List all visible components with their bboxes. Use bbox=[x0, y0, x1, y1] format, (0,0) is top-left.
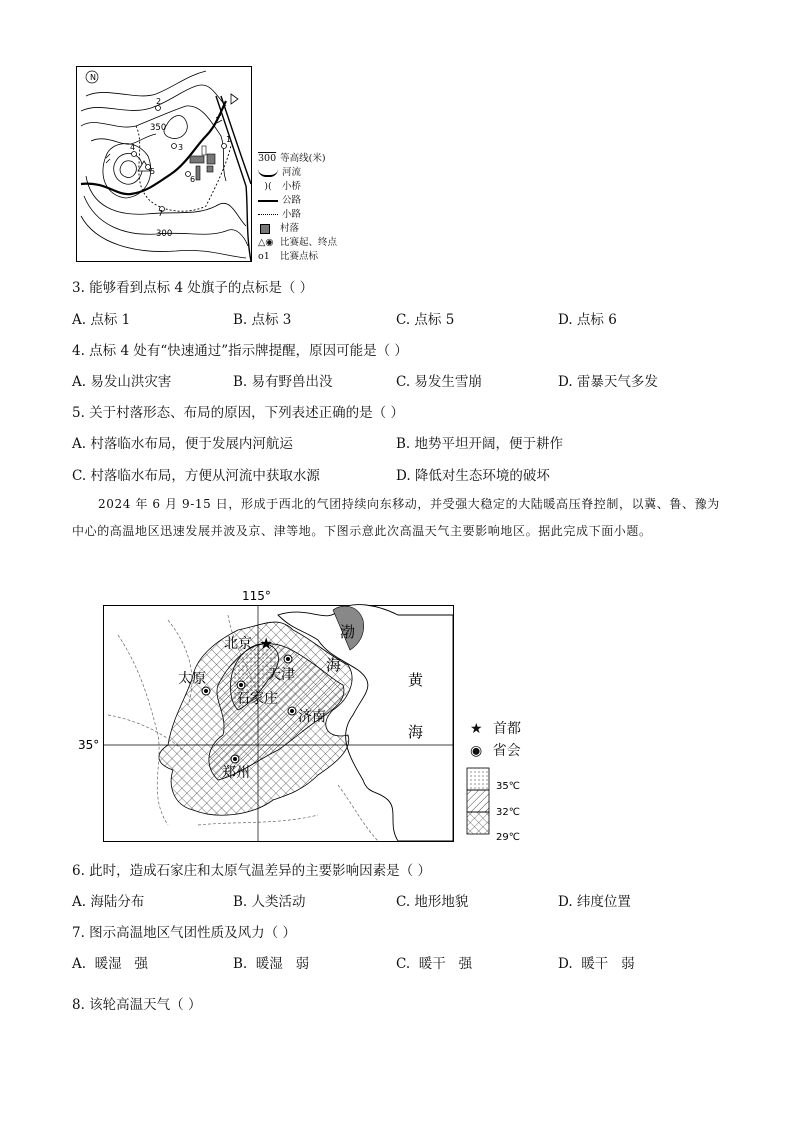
option-d: D. 暖干 弱 bbox=[558, 956, 635, 972]
legend-item-provincial-capital bbox=[470, 740, 521, 760]
city-label-jinan: 济南 bbox=[298, 709, 326, 725]
legend-item bbox=[258, 206, 301, 220]
option-a: A. 易发山洪灾害 bbox=[72, 374, 172, 390]
legend-label: 小桥 bbox=[282, 181, 302, 192]
option-d: D. 雷暴天气多发 bbox=[558, 374, 658, 390]
sea-label: 黄 bbox=[408, 671, 424, 689]
city-label-zhengzhou: 郑州 bbox=[222, 765, 250, 781]
sea-label: 海 bbox=[408, 723, 424, 741]
city-label-taiyuan: 太原 bbox=[178, 671, 206, 687]
legend-label: 等高线(米) bbox=[280, 153, 326, 164]
legend-item bbox=[258, 178, 301, 192]
option-b: B. 人类活动 bbox=[233, 894, 306, 910]
temp-legend-29: 29℃ bbox=[496, 832, 520, 843]
option-b: B. 地势平坦开阔，便于耕作 bbox=[396, 436, 564, 452]
question-stem: 3. 能够看到点标 4 处旗子的点标是（ ） bbox=[72, 280, 314, 296]
point-label: 5 bbox=[150, 167, 156, 176]
river-legend-icon bbox=[258, 169, 278, 177]
legend-item bbox=[258, 150, 326, 164]
legend-label: 比赛点标 bbox=[280, 251, 319, 262]
option-c: C. 村落临水布局，方便从河流中获取水源 bbox=[72, 468, 320, 484]
road-legend-icon bbox=[258, 200, 278, 202]
temp-legend-swatches bbox=[466, 767, 546, 845]
city-label-beijing: 北京 bbox=[224, 636, 252, 652]
longitude-label: 115° bbox=[242, 589, 271, 603]
option-c: C. 地形地貌 bbox=[396, 894, 469, 910]
option-c: C. 点标 5 bbox=[396, 312, 455, 328]
option-a: A. 海陆分布 bbox=[72, 894, 145, 910]
question-stem: 5. 关于村落形态、布局的原因，下列表述正确的是（ ） bbox=[72, 405, 404, 421]
north-arrow-label: N bbox=[90, 73, 96, 82]
provincial-capital-legend-icon: ◉ bbox=[470, 743, 483, 759]
point-label: 4 bbox=[130, 143, 136, 152]
legend-label: 公路 bbox=[282, 195, 302, 206]
legend-label: 小路 bbox=[282, 209, 302, 220]
legend-item bbox=[258, 234, 337, 248]
village-legend-icon bbox=[260, 224, 270, 234]
legend-label: 河流 bbox=[282, 167, 302, 178]
option-a: A. 村落临水布局，便于发展内河航运 bbox=[72, 436, 293, 452]
option-b: B. 点标 3 bbox=[233, 312, 292, 328]
capital-star-icon: ★ bbox=[259, 634, 274, 653]
legend-item bbox=[258, 248, 318, 262]
sea-label: 海 bbox=[326, 656, 342, 674]
point-label: 3 bbox=[178, 143, 184, 152]
control-point-legend-icon: o1 bbox=[258, 251, 270, 262]
legend-label: 首都 bbox=[493, 721, 522, 737]
start-end-legend-icon: △◉ bbox=[258, 237, 274, 248]
bridge-legend-icon: )( bbox=[264, 181, 272, 192]
sea-label: 渤 bbox=[340, 623, 356, 641]
contour-map-figure bbox=[76, 66, 252, 262]
temp-legend-32: 32℃ bbox=[496, 807, 520, 818]
question-stem: 4. 点标 4 处有“快速通过”指示牌提醒，原因可能是（ ） bbox=[72, 343, 408, 359]
trail-legend-icon bbox=[258, 214, 278, 215]
temp-legend bbox=[466, 767, 546, 849]
latitude-label: 35° bbox=[78, 738, 100, 752]
contour-label: 300 bbox=[156, 229, 173, 239]
city-label-shijiazhuang: 石家庄 bbox=[236, 691, 278, 707]
legend-item bbox=[258, 192, 301, 206]
question-stem: 8. 该轮高温天气（ ） bbox=[72, 997, 202, 1013]
option-c: C. 易发生雪崩 bbox=[396, 374, 482, 390]
option-a: A. 点标 1 bbox=[72, 312, 131, 328]
option-c: C. 暖干 强 bbox=[396, 956, 473, 972]
option-d: D. 点标 6 bbox=[558, 312, 617, 328]
contour-legend-key: 300 bbox=[258, 153, 277, 164]
heatwave-map bbox=[78, 585, 458, 847]
point-label: 6 bbox=[190, 175, 196, 184]
capital-legend-icon: ★ bbox=[470, 721, 483, 737]
point-label: 2 bbox=[156, 97, 162, 106]
option-d: D. 纬度位置 bbox=[558, 894, 631, 910]
legend-item bbox=[258, 220, 299, 234]
question-stem: 7. 图示高温地区气团性质及风力（ ） bbox=[72, 925, 296, 941]
option-b: B. 易有野兽出没 bbox=[233, 374, 333, 390]
heatwave-map-figure bbox=[78, 585, 458, 847]
contour-map bbox=[76, 66, 252, 262]
city-label-tianjin: 天津 bbox=[267, 667, 295, 683]
legend-label: 比赛起、终点 bbox=[280, 237, 338, 248]
passage-text: 2024 年 6 月 9-15 日，形成于西北的气团持续向东移动，并受强大稳定的大陆暖高压脊控制，以冀、鲁、豫为中心的高温地区迅速发展并波及京、津等地。下图示意此次高温天气主要影响地区。据此完成下面小题。 bbox=[72, 497, 720, 538]
option-a: A. 暖湿 强 bbox=[72, 956, 148, 972]
temp-legend-35: 35℃ bbox=[496, 781, 520, 792]
legend-label: 省会 bbox=[492, 743, 521, 759]
legend-item-capital bbox=[470, 718, 521, 738]
point-label: 1 bbox=[226, 135, 232, 144]
option-b: B. 暖湿 弱 bbox=[233, 956, 310, 972]
question-stem: 6. 此时，造成石家庄和太原气温差异的主要影响因素是（ ） bbox=[72, 863, 431, 879]
point-label: 7 bbox=[158, 209, 164, 218]
option-d: D. 降低对生态环境的破坏 bbox=[396, 468, 550, 484]
legend-label: 村落 bbox=[280, 223, 300, 234]
legend-item bbox=[258, 164, 301, 178]
contour-label: 350 bbox=[150, 123, 167, 133]
